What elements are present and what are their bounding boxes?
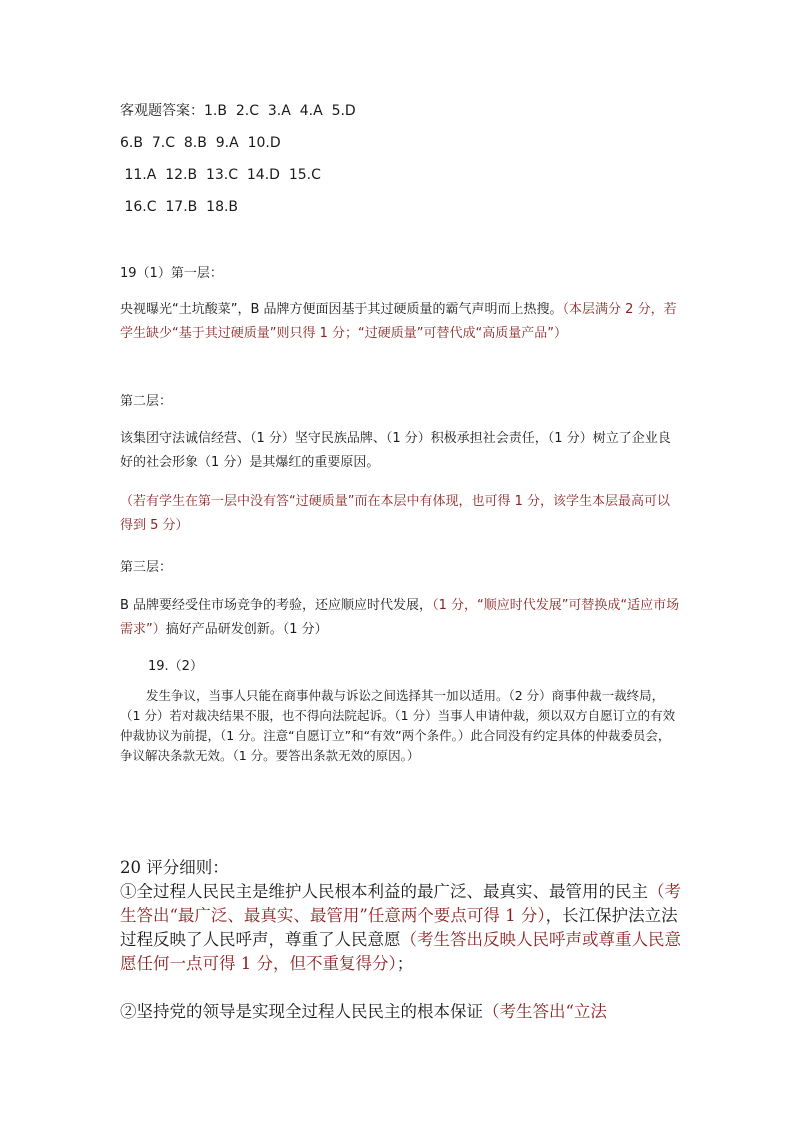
answer-line-2: 6.B 7.C 8.B 9.A 10.D	[120, 135, 281, 151]
answer-line-3: 11.A 12.B 13.C 14.D 15.C	[120, 167, 321, 183]
layer3-text-b: 搞好产品研发创新。（1 分）	[165, 622, 328, 637]
q20-point-2	[120, 1000, 684, 1024]
q19-1-layer3-heading: 第三层：	[120, 560, 173, 575]
q19-1-layer1	[120, 298, 680, 346]
q20-p2-note: （考生答出“立法	[483, 1002, 607, 1021]
q19-1-layer2-note: （若有学生在第一层中没有答“过硬质量”而在本层中有体现，也可得 1 分，该学生本层最高可以得到 5 分）	[120, 494, 671, 533]
q20-p1-text-c: ；	[396, 954, 414, 973]
layer3-note: （1 分，“顺应时代发展”可替换成“适应市场需求”）	[120, 598, 680, 637]
q19-1-layer2-text: 该集团守法诚信经营、（1 分）坚守民族品牌、（1 分）积极承担社会责任，（1 分）树立了企业良好的社会形象（1 分）是其爆红的重要原因。	[120, 431, 671, 470]
q20-point-1	[120, 880, 684, 976]
q20-p1-note-2: （考生答出反映人民呼声或尊重人民意愿任何一点可得 1 分，但不重复得分）	[120, 930, 681, 973]
q19-1-heading: 19（1）第一层：	[120, 266, 223, 281]
answer-line-1: 客观题答案：1.B 2.C 3.A 4.A 5.D	[120, 103, 356, 119]
answer-line-4: 16.C 17.B 18.B	[120, 199, 239, 215]
q20-heading: 20 评分细则：	[120, 858, 229, 877]
layer1-note: （本层满分 2 分，若学生缺少“基于其过硬质量”则只得 1 分；“过硬质量”可替代成“高质量产品”）	[120, 302, 677, 341]
q20-p1-note-1: （考生答出“最广泛、最真实、最管用”任意两个要点可得 1 分）	[120, 882, 681, 925]
q19-2-heading: 19.（2）	[148, 659, 203, 674]
q19-1-layer2-heading: 第二层：	[120, 394, 173, 409]
q19-2-text: 发生争议，当事人只能在商事仲裁与诉讼之间选择其一加以适用。（2 分）商事仲裁一裁终局，（1 分）若对裁决结果不服，也不得向法院起诉。（1 分）当事人申请仲裁，须以双方自愿订立的有效仲裁协议为前提，（1 分。注意“自愿订立”和“有效”两个条件。）此合同没有约定具体的仲裁委员会，争议解决条款无效。（1 分。要答出条款无效的原因。）	[120, 688, 676, 763]
q20-p2-text-a: ②坚持党的领导是实现全过程人民民主的根本保证	[120, 1002, 483, 1021]
layer1-text: 央视曝光“土坑酸菜”，B 品牌方便面因基于其过硬质量的霸气声明而上热搜。	[120, 302, 563, 317]
q20-p1-text-a: ①全过程人民民主是维护人民根本利益的最广泛、最真实、最管用的民主	[120, 882, 648, 901]
q20-p1-text-b: ，长江保护法立法过程反映了人民呼声，尊重了人民意愿	[120, 906, 678, 949]
layer3-text-a: B 品牌要经受住市场竞争的考验，还应顺应时代发展，	[120, 598, 433, 613]
q19-1-layer3	[120, 594, 680, 642]
